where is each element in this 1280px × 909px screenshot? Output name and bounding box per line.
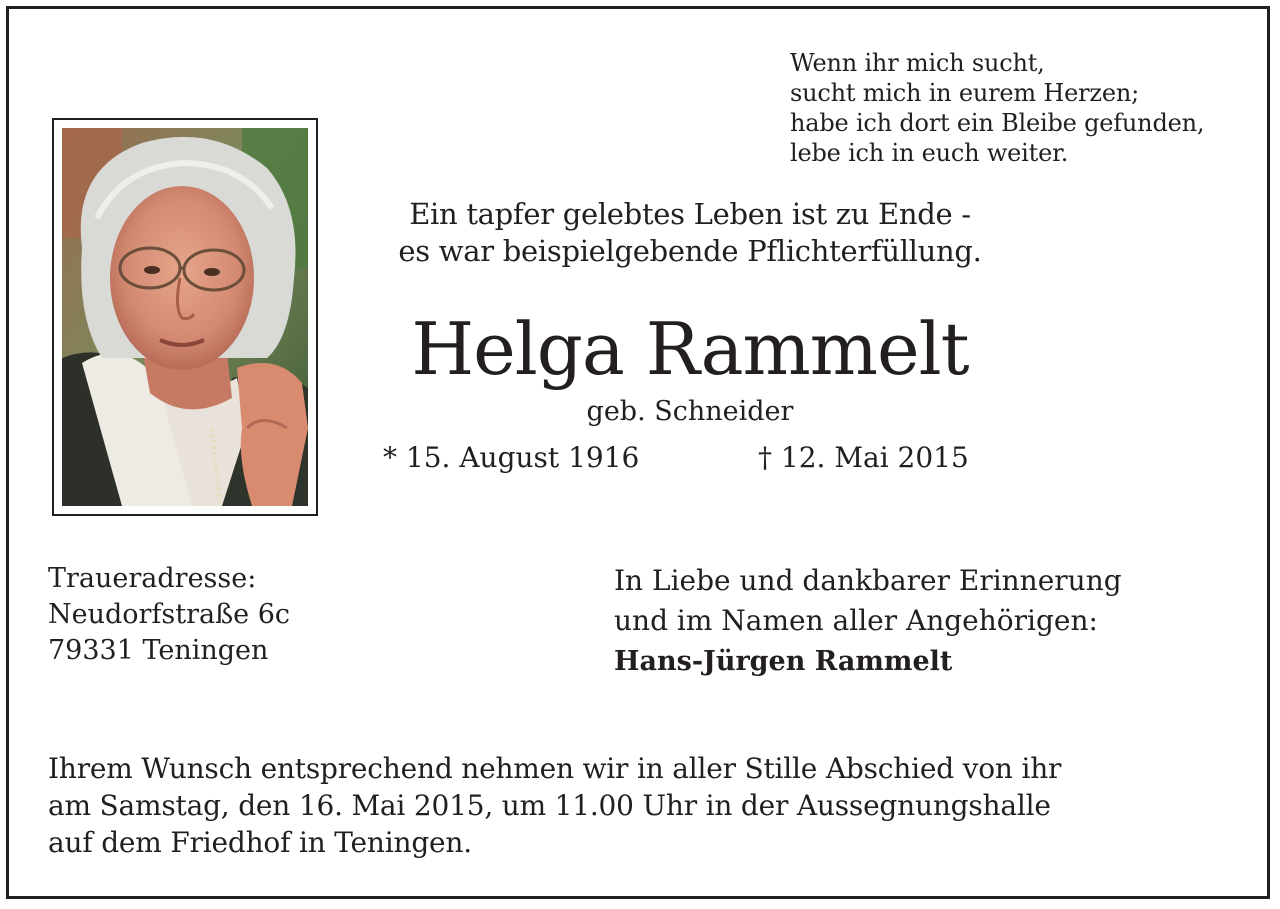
poem-verse: Wenn ihr mich sucht, sucht mich in eurem Herzen; habe ich dort ein Bleibe gefunden, lebe ich in euch weiter. bbox=[790, 49, 1205, 167]
deceased-name: Helga Rammelt bbox=[411, 307, 969, 391]
memorial-motto: Ein tapfer gelebtes Leben ist zu Ende - es war beispielgebende Pflichterfüllung. bbox=[398, 197, 982, 268]
signer-name: Hans-Jürgen Rammelt bbox=[614, 646, 953, 677]
death-date: † 12. Mai 2015 bbox=[758, 441, 969, 474]
portrait-photo bbox=[62, 128, 308, 506]
funeral-service-info: Ihrem Wunsch entsprechend nehmen wir in aller Stille Abschied von ihr am Samstag, den 16. Mai 2015, um 11.00 Uhr in der Aussegnungshalle auf dem Friedhof in Teningen. bbox=[48, 752, 1062, 859]
portrait-frame bbox=[52, 118, 318, 516]
maiden-name: geb. Schneider bbox=[586, 396, 794, 427]
mourning-address: Traueradresse: Neudorfstraße 6c 79331 Teningen bbox=[48, 563, 291, 666]
birth-date: * 15. August 1916 bbox=[383, 441, 640, 474]
remembrance-text: In Liebe und dankbarer Erinnerung und im Namen aller Angehörigen: bbox=[614, 564, 1122, 637]
